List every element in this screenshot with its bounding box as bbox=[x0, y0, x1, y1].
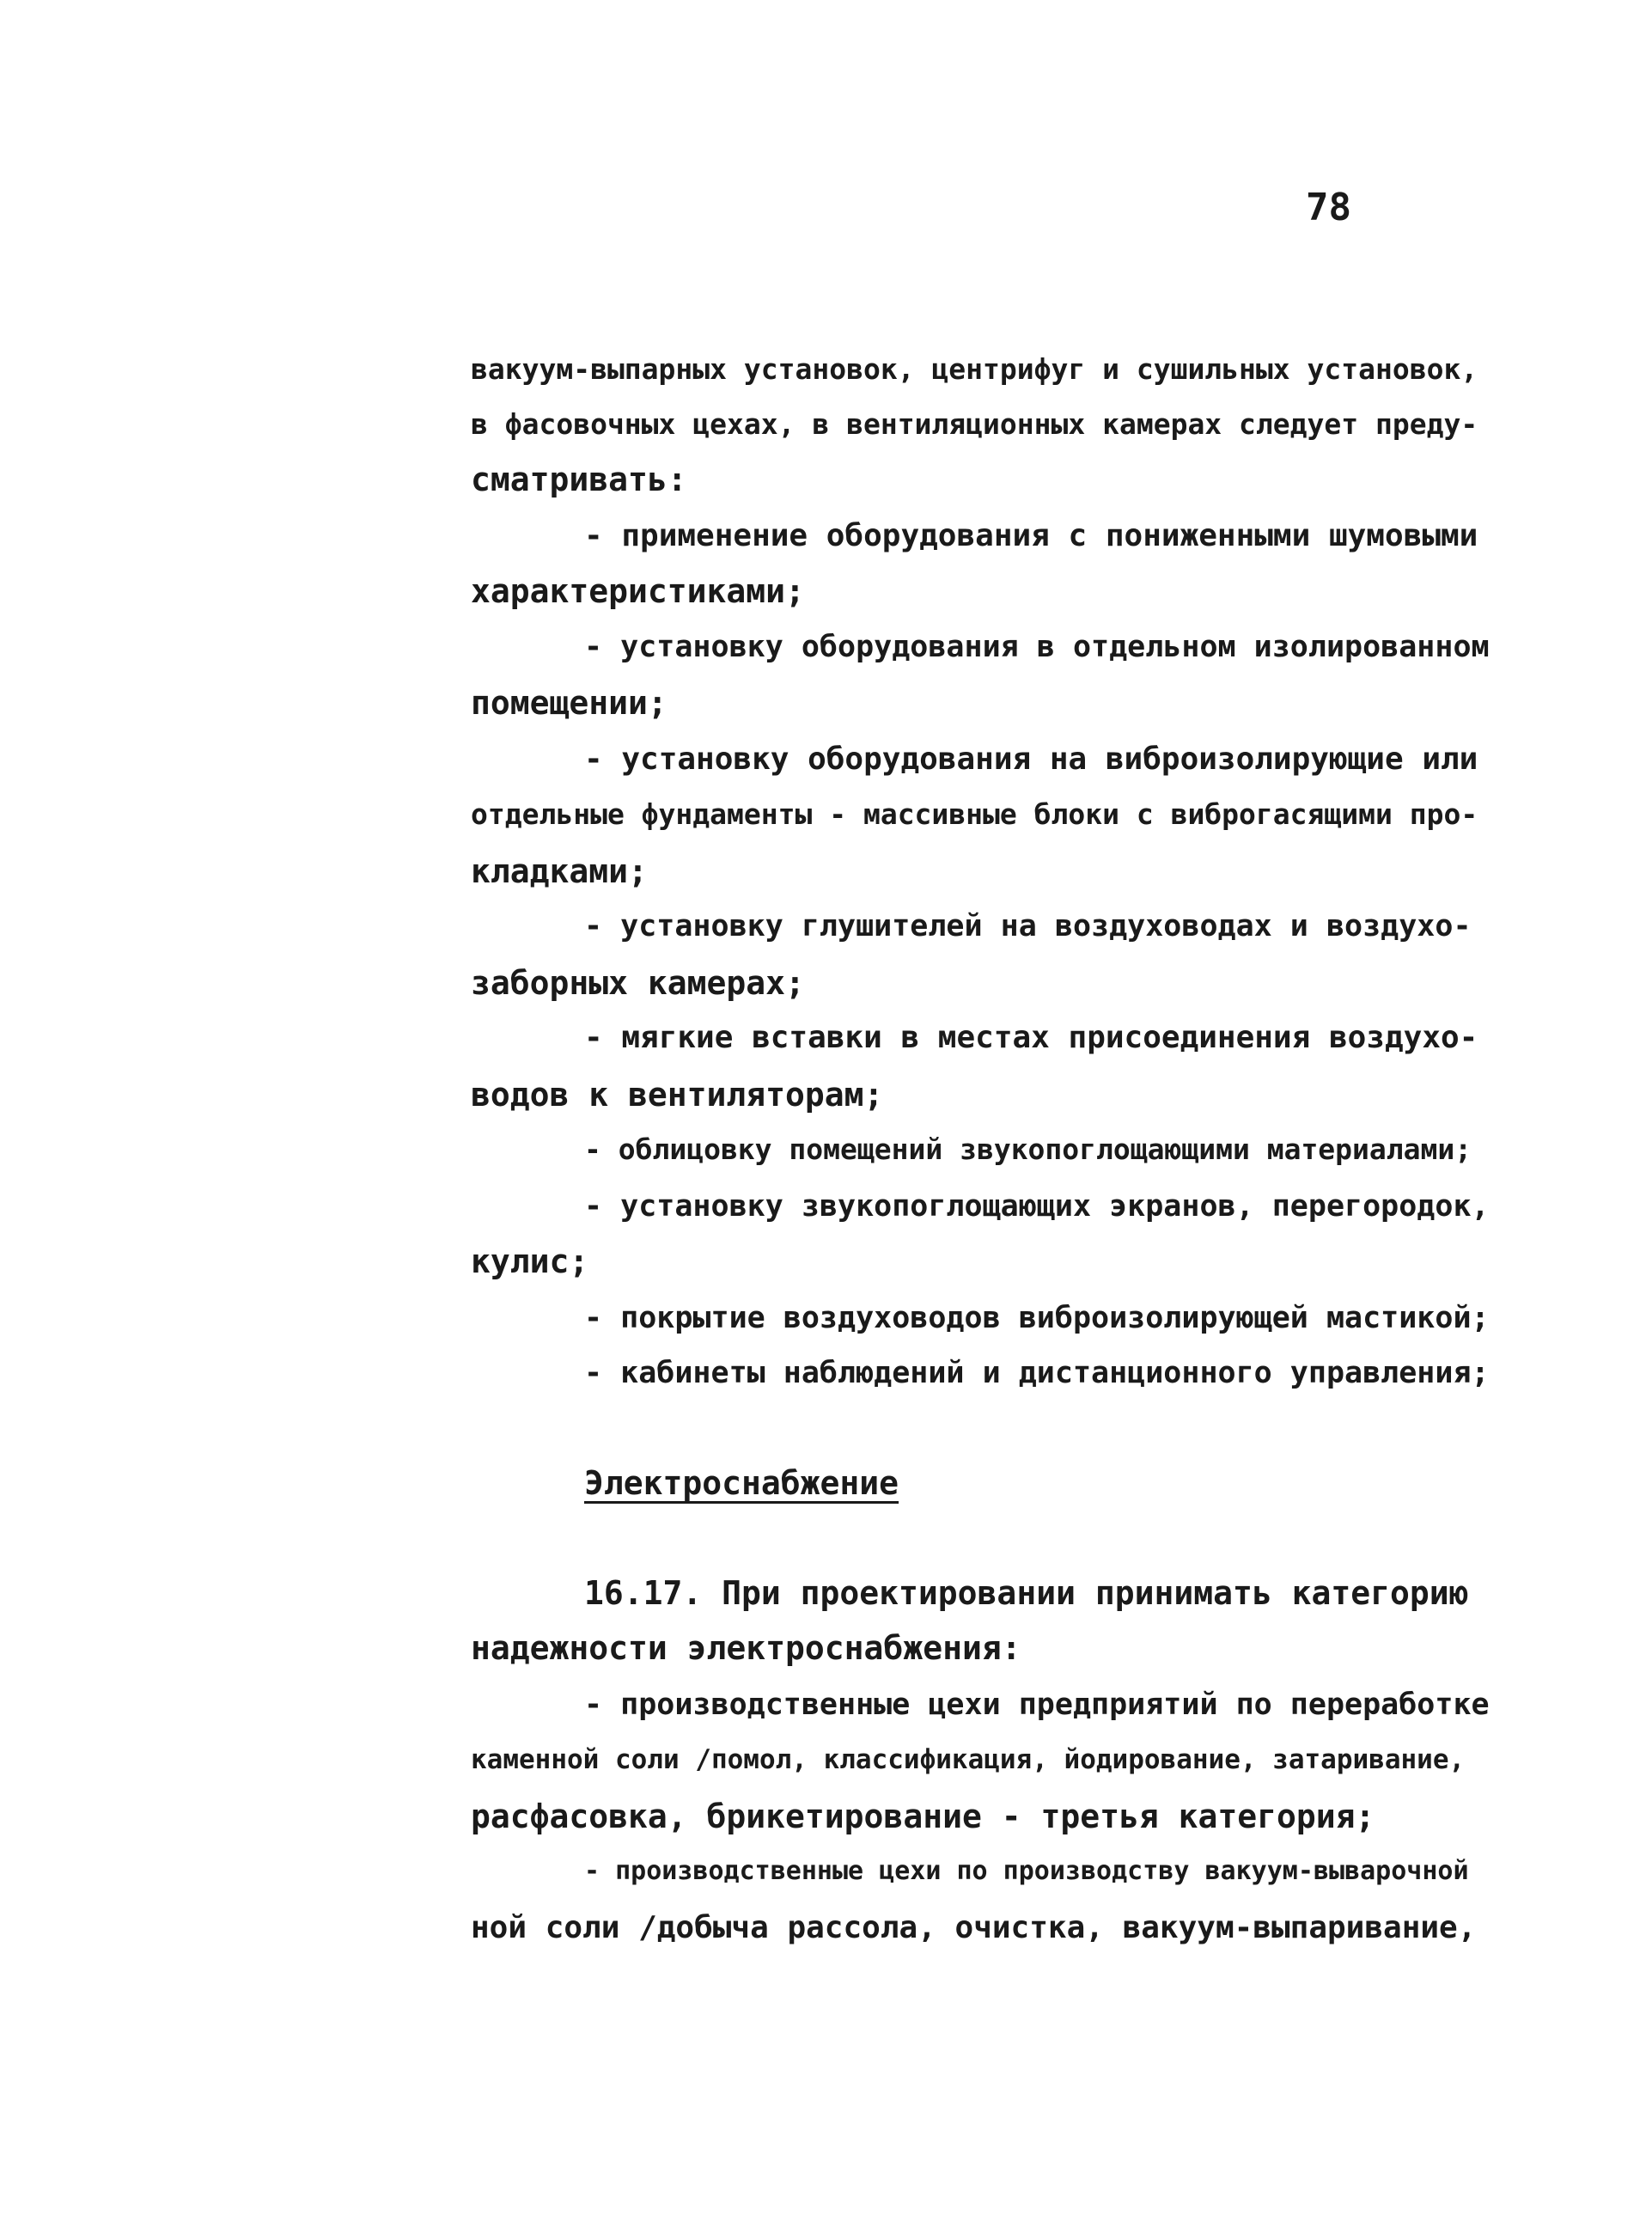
list-item: - установку оборудования на виброизолирующие или bbox=[584, 742, 1478, 777]
text-line: сматривать: bbox=[471, 461, 687, 498]
text-line: кулис; bbox=[471, 1242, 589, 1280]
text-line: помещении; bbox=[471, 684, 668, 722]
text-line: расфасовка, брикетирование - третья категория; bbox=[471, 1798, 1375, 1835]
text-line: заборных камерах; bbox=[471, 964, 805, 1002]
page-number: 78 bbox=[1306, 186, 1351, 229]
list-item: - установку глушителей на воздуховодах и воздухо- bbox=[584, 909, 1472, 943]
list-item: - установку звукопоглощающих экранов, перегородок, bbox=[584, 1189, 1490, 1224]
list-item: - применение оборудования с пониженными шумовыми bbox=[584, 518, 1478, 553]
list-item: - облицовку помещений звукопоглощающими материалами; bbox=[584, 1132, 1472, 1166]
text-line: характеристиками; bbox=[471, 572, 805, 610]
text-line: вакуум-выпарных установок, центрифуг и сушильных установок, bbox=[471, 352, 1478, 386]
list-item: - покрытие воздуховодов виброизолирующей мастикой; bbox=[584, 1301, 1490, 1335]
text-line: ной соли /добыча рассола, очистка, вакуум-выпаривание, bbox=[471, 1910, 1477, 1945]
text-line: водов к вентиляторам; bbox=[471, 1076, 884, 1114]
list-item: - кабинеты наблюдений и дистанционного управления; bbox=[584, 1356, 1490, 1390]
list-item: - мягкие вставки в местах присоединения воздухо- bbox=[584, 1020, 1478, 1055]
clause-title: 16.17. При проектировании принимать категорию bbox=[584, 1574, 1469, 1612]
list-item: - производственные цехи по производству вакуум-выварочной bbox=[584, 1856, 1469, 1886]
text-line: отдельные фундаменты - массивные блоки с виброгасящими про- bbox=[471, 797, 1478, 831]
text-line: каменной соли /помол, классификация, йодирование, затаривание, bbox=[471, 1744, 1466, 1775]
section-heading: Электроснабжение bbox=[584, 1464, 899, 1502]
list-item: - установку оборудования в отдельном изолированном bbox=[584, 630, 1490, 664]
list-item: - производственные цехи предприятий по переработке bbox=[584, 1688, 1490, 1722]
text-line: надежности электроснабжения: bbox=[471, 1629, 1021, 1667]
text-line: кладками; bbox=[471, 852, 648, 890]
text-line: в фасовочных цехах, в вентиляционных камерах следует преду- bbox=[471, 407, 1478, 441]
